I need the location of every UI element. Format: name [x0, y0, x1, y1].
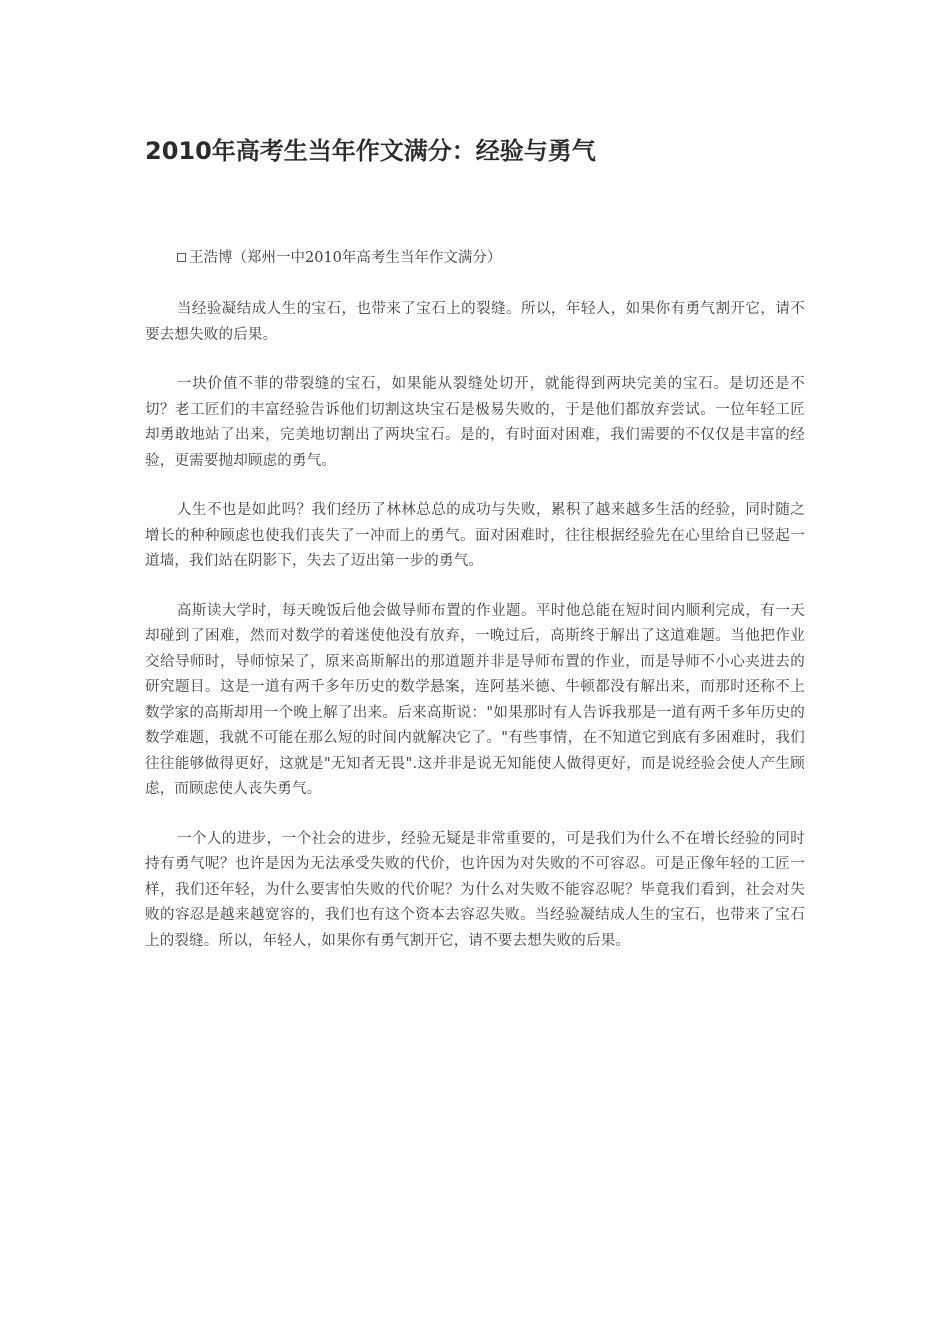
paragraph-4: 高斯读大学时，每天晚饭后他会做导师布置的作业题。平时他总能在短时间内顺利完成，有一天却碰到了困难，然而对数学的着迷使他没有放弃，一晚过后，高斯终于解出了这道难题。当他把作业交给导师时，导师惊呆了，原来高斯解出的那道题并非是导师布置的作业，而是导师不小心夹进去的研究题目。这是一道有两千多年历史的数学悬案，连阿基米德、牛顿都没有解出来，而那时还称不上数学家的高斯却用一个晚上解了出来。后来高斯说："如果那时有人告诉我那是一道有两千多年历史的数学难题，我就不可能在那么短的时间内就解决它了。"有些事情，在不知道它到底有多困难时，我们往往能够做得更好，这就是"无知者无畏".这并非是说无知能使人做得更好，而是说经验会使人产生顾虑，而顾虑使人丧失勇气。: [145, 602, 805, 797]
article-body: [145, 297, 805, 978]
bullet-box-icon: [177, 253, 186, 262]
author-line: [177, 246, 805, 270]
paragraph-1: 当经验凝结成人生的宝石，也带来了宝石上的裂缝。所以，年轻人，如果你有勇气割开它，请不要去想失败的后果。: [145, 301, 805, 343]
paragraph-5: 一个人的进步，一个社会的进步，经验无疑是非常重要的，可是我们为什么不在增长经验的同时持有勇气呢？也许是因为无法承受失败的代价，也许因为对失败的不可容忍。可是正像年轻的工匠一样，我们还年轻，为什么要害怕失败的代价呢？为什么对失败不能容忍呢？毕竟我们看到，社会对失败的容忍是越来越宽容的，我们也有这个资本去容忍失败。当经验凝结成人生的宝石，也带来了宝石上的裂缝。所以，年轻人，如果你有勇气割开它，请不要去想失败的后果。: [145, 830, 805, 949]
paragraph-3: 人生不也是如此吗？我们经历了林林总总的成功与失败，累积了越来越多生活的经验，同时随之增长的种种顾虑也使我们丧失了一冲而上的勇气。面对困难时，往往根据经验先在心里给自已竖起一道墙，我们站在阴影下，失去了迈出第一步的勇气。: [145, 502, 805, 569]
paragraph-2: 一块价值不菲的带裂缝的宝石，如果能从裂缝处切开，就能得到两块完美的宝石。是切还是不切？老工匠们的丰富经验告诉他们切割这块宝石是极易失败的，于是他们都放弃尝试。一位年轻工匠却勇敢地站了出来，完美地切割出了两块宝石。是的，有时面对困难，我们需要的不仅仅是丰富的经验，更需要抛却顾虑的勇气。: [145, 376, 805, 469]
document-title: 2010年高考生当年作文满分：经验与勇气: [145, 137, 596, 165]
author-text: 王浩博（郑州一中2010年高考生当年作文满分）: [189, 250, 502, 266]
